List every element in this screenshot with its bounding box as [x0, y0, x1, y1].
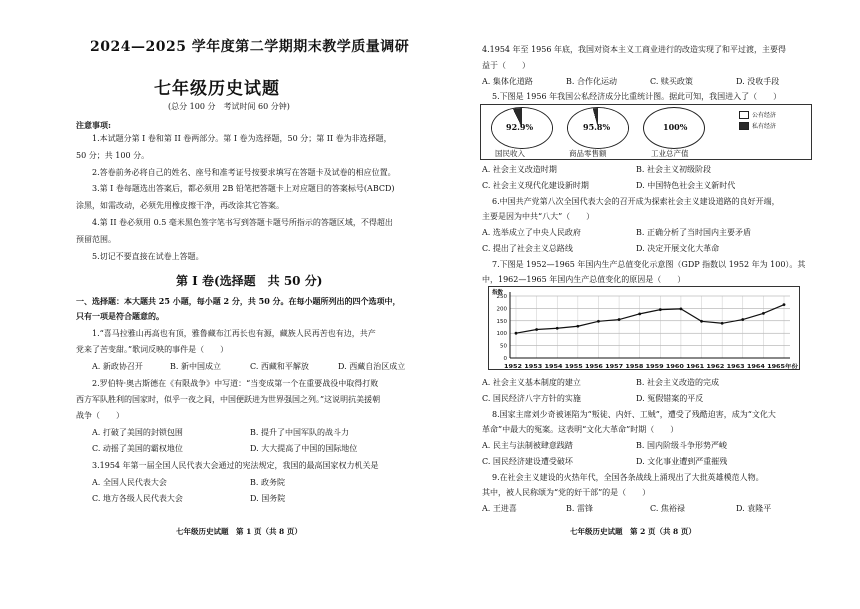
q3-stem: 3.1954 年第一届全国人民代表大会通过的宪法规定，我国的最高国家权力机关是 — [92, 461, 379, 470]
q7-stem: 中，1962—1965 年国内生产总值变化的原因是（ ） — [482, 275, 686, 284]
q2-option-c: C. 动摇了美国的霸权地位 — [92, 444, 183, 453]
note-line: 4.第 II 卷必须用 0.5 毫米黑色签字笔书写到答题卡题号所指示的答题区域，不得超出 — [92, 218, 393, 227]
note-line: 50 分；共 100 分。 — [76, 151, 150, 160]
legend-swatch-dark — [739, 122, 749, 130]
chart-border — [489, 287, 800, 370]
pie-legend — [739, 110, 776, 130]
q4-option-d: D. 没收手段 — [736, 77, 780, 86]
q9-option-a: A. 王进喜 — [482, 504, 517, 513]
section-intro: 一、选择题：本大题共 25 小题，每小题 2 分，共 50 分。在每小题所列出的四个选项中， — [76, 296, 401, 306]
q3-option-c: C. 地方各级人民代表大会 — [92, 494, 183, 503]
data-point — [741, 318, 744, 321]
q8-stem: 革命”中最大的冤案。这表明“文化大革命”时期（ ） — [482, 425, 679, 434]
q5-option-c: C. 社会主义现代化建设新时期 — [482, 181, 589, 190]
data-point — [659, 308, 662, 311]
q6-option-d: D. 决定开展文化大革命 — [636, 244, 720, 253]
q6-stem: 主要是因为中共“八大”（ ） — [482, 212, 595, 221]
gdp-line-chart — [488, 286, 800, 370]
q8-option-c: C. 国民经济建设遭受破坏 — [482, 457, 573, 466]
legend-item-public — [739, 110, 776, 119]
legend-label: 私有经济 — [752, 123, 777, 130]
q1-option-a: A. 新政协召开 — [92, 362, 143, 371]
q9-stem: 其中，被人民称颂为“党的好干部”的是（ ） — [482, 488, 651, 497]
pie-industrial-output — [643, 107, 705, 149]
q2-stem: 2.罗伯特·奥古斯德在《有限战争》中写道：“当变成第一个在重要战役中取得打败 — [92, 379, 379, 388]
q8-option-a: A. 民主与法制被肆意践踏 — [482, 441, 573, 450]
q9-option-b: B. 雷锋 — [566, 504, 593, 513]
data-point — [762, 312, 765, 315]
pie-chart-frame — [480, 104, 812, 160]
q1-stem: 党来了苦变甜。”歌词反映的事件是（ ） — [76, 345, 229, 354]
q3-option-b: B. 政务院 — [250, 478, 285, 487]
q6-stem: 6.中国共产党第八次全国代表大会的召开成为探索社会主义建设道路的良好开端， — [492, 197, 780, 206]
q6-option-b: B. 正确分析了当时国内主要矛盾 — [636, 228, 751, 237]
pie-value: 95.8% — [583, 122, 611, 132]
q2-option-d: D. 大大提高了中国的国际地位 — [250, 444, 358, 453]
note-line: 涂黑，如需改动，必须先用橡皮擦干净，再改涂其它答案。 — [76, 201, 284, 210]
data-point — [576, 325, 579, 328]
q9-stem: 9.在社会主义建设的火热年代，全国各条战线上涌现出了大批英雄模范人物。 — [492, 473, 764, 482]
section-title: 第 I 卷(选择题 共 50 分) — [176, 274, 323, 288]
q2-option-a: A. 打破了美国的封锁包围 — [92, 428, 183, 437]
q4-option-a: A. 集体化道路 — [482, 77, 533, 86]
note-line: 3.第 I 卷每题选出答案后，都必须用 2B 铅笔把答题卡上对应题目的答案标号(ABCD) — [92, 184, 395, 193]
q1-option-b: B. 新中国成立 — [170, 362, 221, 371]
q5-stem: 5.下图是 1956 年我国公私经济成分比重统计图。据此可知，我国进入了（ ） — [492, 92, 782, 101]
q9-option-c: C. 焦裕禄 — [650, 504, 685, 513]
data-point — [597, 320, 600, 323]
pie-national-income — [491, 107, 553, 149]
q5-option-d: D. 中国特色社会主义新时代 — [636, 181, 736, 190]
q7-option-c: C. 国民经济八字方针的实施 — [482, 394, 581, 403]
y-tick-label: 200 — [496, 306, 507, 313]
q8-option-d: D. 文化事业遭到严重摧残 — [636, 457, 728, 466]
note-line: 1.本试题分第 I 卷和第 II 卷两部分。第 I 卷为选择题，50 分；第 II 卷为非选择题， — [92, 134, 392, 143]
legend-swatch-light — [739, 111, 749, 119]
q1-option-c: C. 西藏和平解放 — [250, 362, 309, 371]
y-tick-label: 100 — [496, 331, 507, 338]
pie-value: 100% — [663, 122, 688, 132]
q7-option-a: A. 社会主义基本制度的建立 — [482, 378, 581, 387]
data-point — [638, 312, 641, 315]
q2-stem: 西方军队胜利的国家时，似乎一夜之间，中国便跃进为世界强国之列。”这说明抗美援朝 — [76, 395, 381, 404]
q4-stem: 益于（ ） — [482, 61, 530, 70]
legend-label: 公有经济 — [752, 112, 777, 119]
legend-item-private — [739, 121, 776, 130]
q5-option-b: B. 社会主义初级阶段 — [636, 165, 711, 174]
note-line: 5.切记不要直接在试卷上答题。 — [92, 252, 204, 261]
notes-heading: 注意事项: — [76, 120, 111, 130]
pie-caption: 工业总产值 — [651, 149, 689, 158]
exam-subtitle: 七年级历史试题 — [154, 79, 280, 99]
data-point — [700, 320, 703, 323]
y-tick-label: 50 — [500, 343, 507, 350]
data-point — [680, 307, 683, 310]
data-point — [721, 322, 724, 325]
q4-option-c: C. 赎买政策 — [650, 77, 693, 86]
q5-option-a: A. 社会主义改造时期 — [482, 165, 557, 174]
q4-option-b: B. 合作化运动 — [566, 77, 617, 86]
q9-option-d: D. 袁隆平 — [736, 504, 772, 513]
pie-retail-sales — [567, 107, 629, 149]
q8-option-b: B. 国内阶级斗争形势严峻 — [636, 441, 727, 450]
q3-option-d: D. 国务院 — [250, 494, 286, 503]
data-point — [618, 318, 621, 321]
q6-option-a: A. 选举成立了中央人民政府 — [482, 228, 581, 237]
data-point — [535, 328, 538, 331]
q7-stem: 7.下图是 1952—1965 年国内生产总值变化示意图（GDP 指数以 1952 年为 100）。其 — [492, 260, 806, 269]
page-footer: 七年级历史试题 第 2 页（共 8 页） — [570, 527, 696, 536]
exam-meta: (总分 100 分 考试时间 60 分钟) — [168, 102, 290, 111]
pie-caption: 商品零售额 — [569, 149, 607, 158]
y-tick-label: 250 — [496, 294, 507, 300]
note-line: 预留范围。 — [76, 235, 116, 244]
q2-stem: 战争（ ） — [76, 411, 124, 420]
q7-option-d: D. 冤假错案的平反 — [636, 394, 704, 403]
q1-stem: 1.“喜马拉雅山再高也有顶，雅鲁藏布江再长也有源，藏族人民再苦也有边，共产 — [92, 329, 376, 338]
y-tick-label: 0 — [503, 356, 507, 362]
exam-title: 2024—2025 学年度第二学期期末教学质量调研 — [90, 39, 410, 55]
q3-option-a: A. 全国人民代表大会 — [92, 478, 167, 487]
section-intro: 只有一项是符合题意的。 — [76, 311, 164, 321]
y-tick-label: 150 — [496, 318, 507, 325]
q4-stem: 4.1954 年至 1956 年底，我国对资本主义工商业进行的改造实现了和平过渡，主要得 — [482, 45, 786, 54]
x-tick-labels: 1952 1953 1954 1955 1956 1957 1958 1959 1960 1961 1962 1963 1964 1965年份 — [504, 364, 732, 370]
q7-option-b: B. 社会主义改造的完成 — [636, 378, 719, 387]
q8-stem: 8.国家主席刘少奇被诬陷为“叛徒、内奸、工贼”，遭受了残酷迫害，成为“文化大 — [492, 410, 776, 419]
y-axis-label: 指数 — [492, 290, 504, 296]
q1-option-d: D. 西藏自治区成立 — [338, 362, 406, 371]
data-point — [515, 332, 518, 335]
data-point — [556, 327, 559, 330]
page-footer: 七年级历史试题 第 1 页（共 8 页） — [176, 527, 302, 536]
pie-caption: 国民收入 — [495, 149, 525, 158]
pie-value: 92.9% — [506, 122, 534, 132]
note-line: 2.答卷前务必将自己的姓名、座号和准考证号按要求填写在答题卡及试卷的相应位置。 — [92, 168, 396, 177]
q2-option-b: B. 提升了中国军队的战斗力 — [250, 428, 349, 437]
data-point — [783, 303, 786, 306]
q6-option-c: C. 提出了社会主义总路线 — [482, 244, 573, 253]
